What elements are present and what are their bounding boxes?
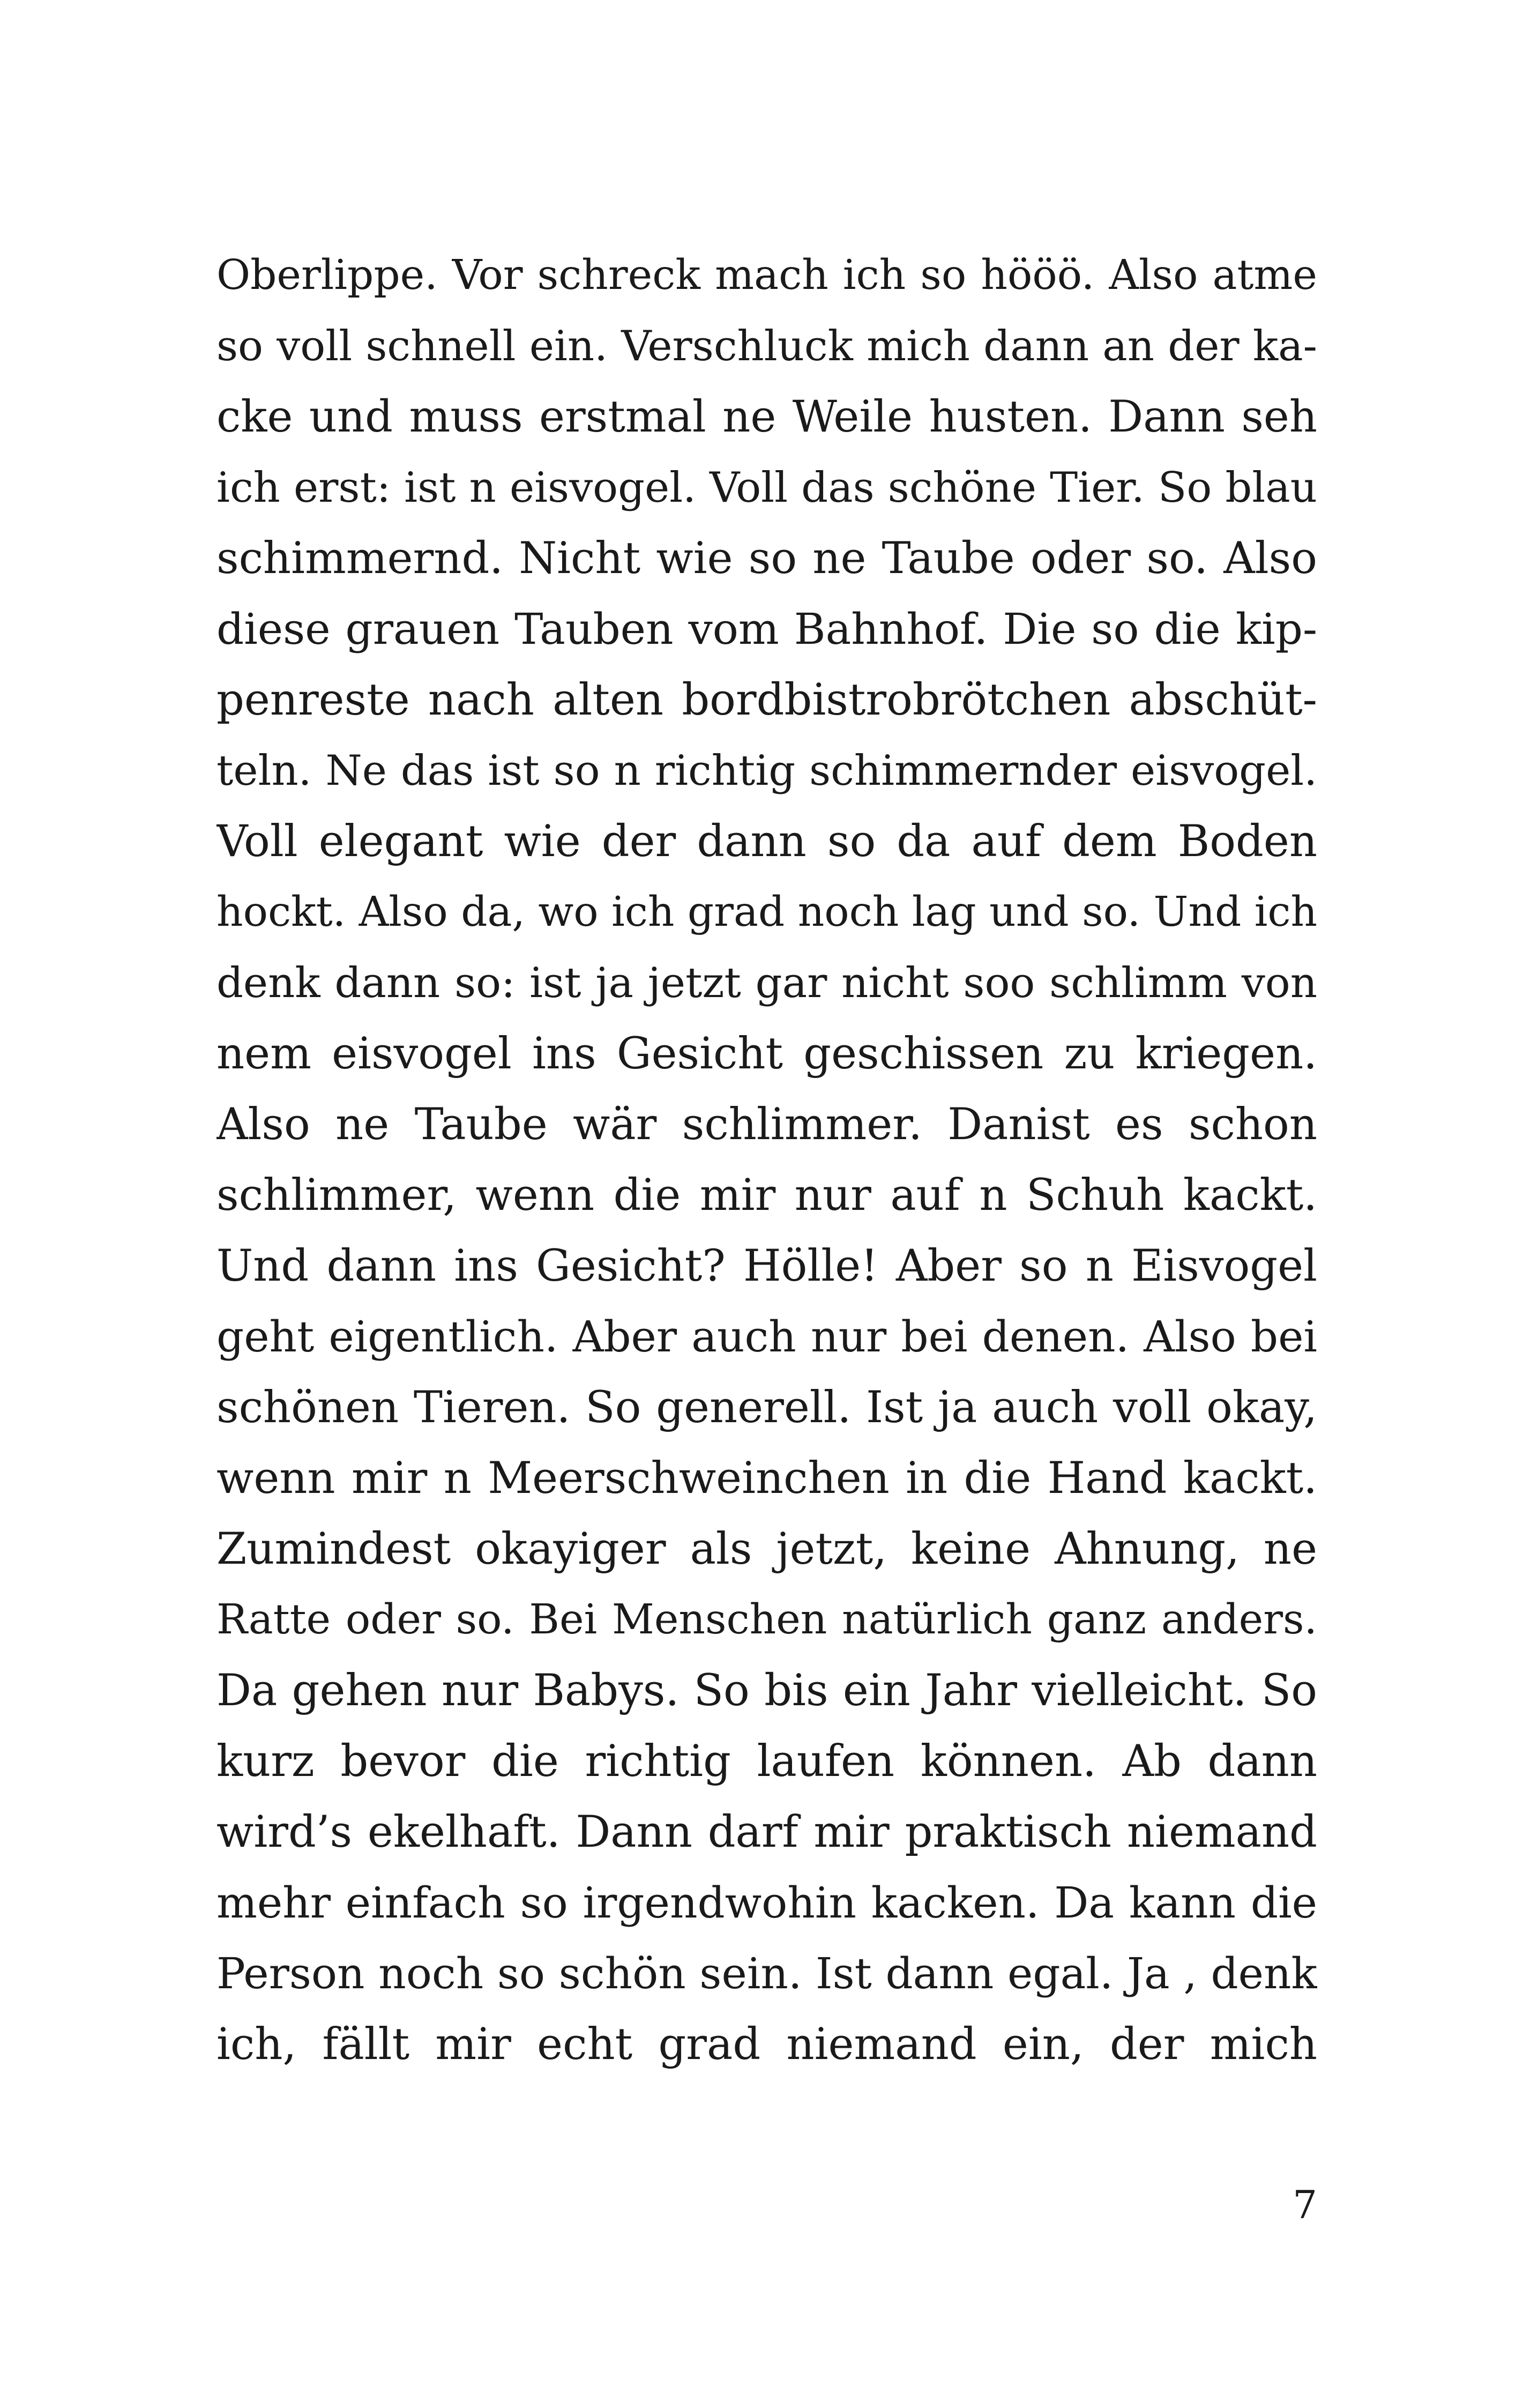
text-line: teln. Ne das ist so n richtig schimmernder eisvogel. [216, 747, 1317, 795]
text-line: Und dann ins Gesicht? Hölle! Aber so n Eisvogel [216, 1241, 1317, 1291]
text-line: Da gehen nur Babys. So bis ein Jahr vielleicht. So [216, 1666, 1317, 1716]
text-line: schönen Tieren. So generell. Ist ja auch voll okay, [216, 1383, 1317, 1433]
page-number: 7 [1293, 2182, 1317, 2227]
text-line: Zumindest okayiger als jetzt, keine Ahnung, ne [216, 1524, 1317, 1574]
text-line: schimmernd. Nicht wie so ne Taube oder so. Also [216, 533, 1317, 584]
text-line: denk dann so: ist ja jetzt gar nicht soo schlimm von [216, 959, 1317, 1007]
text-line: wenn mir n Meerschweinchen in die Hand kackt. [216, 1453, 1317, 1504]
text-line: diese grauen Tauben vom Bahnhof. Die so die kip- [216, 604, 1317, 654]
text-line: geht eigentlich. Aber auch nur bei denen. Also bei [216, 1312, 1317, 1362]
text-line: cke und muss erstmal ne Weile husten. Dann seh [216, 392, 1317, 442]
text-line: Person noch so schön sein. Ist dann egal. Ja , denk [216, 1949, 1317, 1998]
text-line: hockt. Also da, wo ich grad noch lag und so. Und ich [216, 888, 1317, 936]
text-line: Voll elegant wie der dann so da auf dem Boden [216, 816, 1317, 867]
text-line: schlimmer, wenn die mir nur auf n Schuh kackt. [216, 1170, 1317, 1221]
text-line: kurz bevor die richtig laufen können. Ab dann [216, 1736, 1317, 1787]
text-line: nem eisvogel ins Gesicht geschissen zu kriegen. [216, 1029, 1317, 1079]
text-line: mehr einfach so irgendwohin kacken. Da kann die [216, 1878, 1317, 1928]
text-line: Also ne Taube wär schlimmer. Danist es schon [216, 1099, 1317, 1150]
text-line: ich, fällt mir echt grad niemand ein, der mich [216, 2019, 1317, 2070]
text-line: so voll schnell ein. Verschluck mich dann an der ka- [216, 322, 1317, 370]
text-line: Oberlippe. Vor schreck mach ich so hööö. Also atme [216, 251, 1317, 299]
text-line: wird’s ekelhaft. Dann darf mir praktisch niemand [216, 1807, 1317, 1857]
text-line: ich erst: ist n eisvogel. Voll das schöne Tier. So blau [216, 464, 1317, 512]
text-line: Ratte oder so. Bei Menschen natürlich ganz anders. [216, 1596, 1317, 1644]
body-text [216, 240, 1317, 2080]
text-line: penreste nach alten bordbistrobrötchen abschüt- [216, 675, 1317, 725]
